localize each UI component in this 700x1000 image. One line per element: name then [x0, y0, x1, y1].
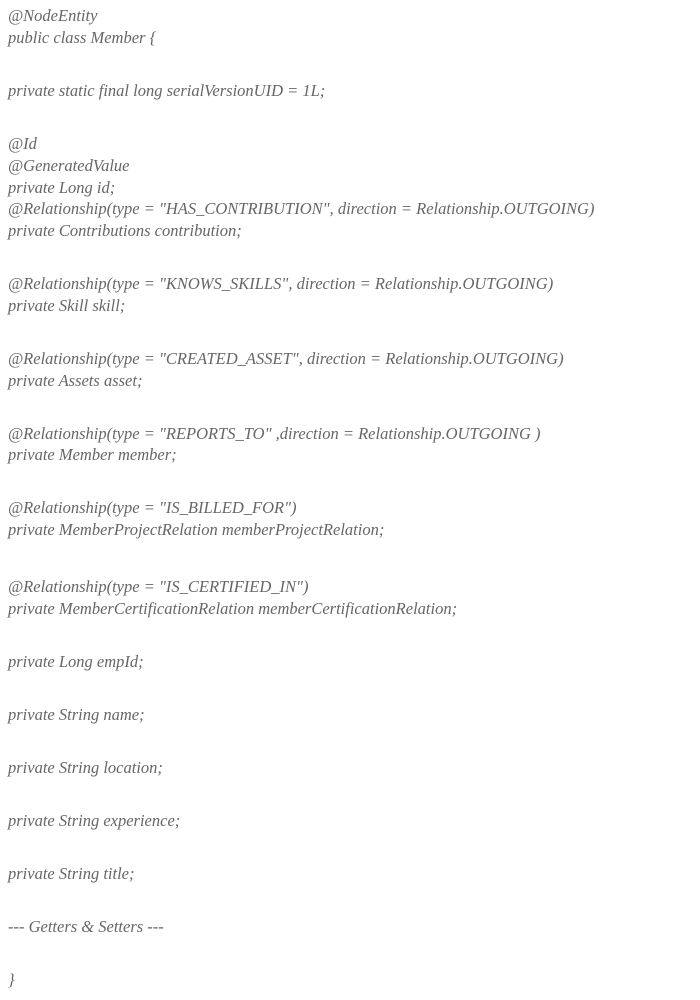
- annotation-knows-skills: @Relationship(type = "KNOWS_SKILLS", direction = Relationship.OUTGOING): [8, 274, 554, 293]
- field-serial-version-uid: private static final long serialVersionUID = 1L;: [8, 81, 326, 100]
- annotation-reports-to: @Relationship(type = "REPORTS_TO" ,direction = Relationship.OUTGOING ): [8, 424, 541, 443]
- annotation-is-billed-for: @Relationship(type = "IS_BILLED_FOR"): [8, 498, 297, 517]
- annotation-node-entity: @NodeEntity: [8, 6, 98, 25]
- field-experience: private String experience;: [8, 811, 181, 830]
- field-skill: private Skill skill;: [8, 296, 126, 315]
- getters-setters-comment: --- Getters & Setters ---: [8, 917, 164, 936]
- field-emp-id: private Long empId;: [8, 652, 144, 671]
- annotation-has-contribution: @Relationship(type = "HAS_CONTRIBUTION", direction = Relationship.OUTGOING): [8, 199, 595, 218]
- annotation-id: @Id: [8, 134, 37, 153]
- annotation-is-certified-in: @Relationship(type = "IS_CERTIFIED_IN"): [8, 577, 309, 596]
- field-title: private String title;: [8, 864, 135, 883]
- field-member-project-relation: private MemberProjectRelation memberProjectRelation;: [8, 520, 385, 539]
- field-location: private String location;: [8, 758, 163, 777]
- field-id: private Long id;: [8, 178, 116, 197]
- field-member-certification-relation: private MemberCertificationRelation memberCertificationRelation;: [8, 599, 458, 618]
- closing-brace: }: [8, 970, 15, 989]
- field-contribution: private Contributions contribution;: [8, 221, 242, 240]
- annotation-generated-value: @GeneratedValue: [8, 156, 130, 175]
- field-asset: private Assets asset;: [8, 371, 143, 390]
- field-name: private String name;: [8, 705, 145, 724]
- class-declaration: public class Member {: [8, 28, 157, 47]
- annotation-created-asset: @Relationship(type = "CREATED_ASSET", direction = Relationship.OUTGOING): [8, 349, 564, 368]
- field-member: private Member member;: [8, 445, 177, 464]
